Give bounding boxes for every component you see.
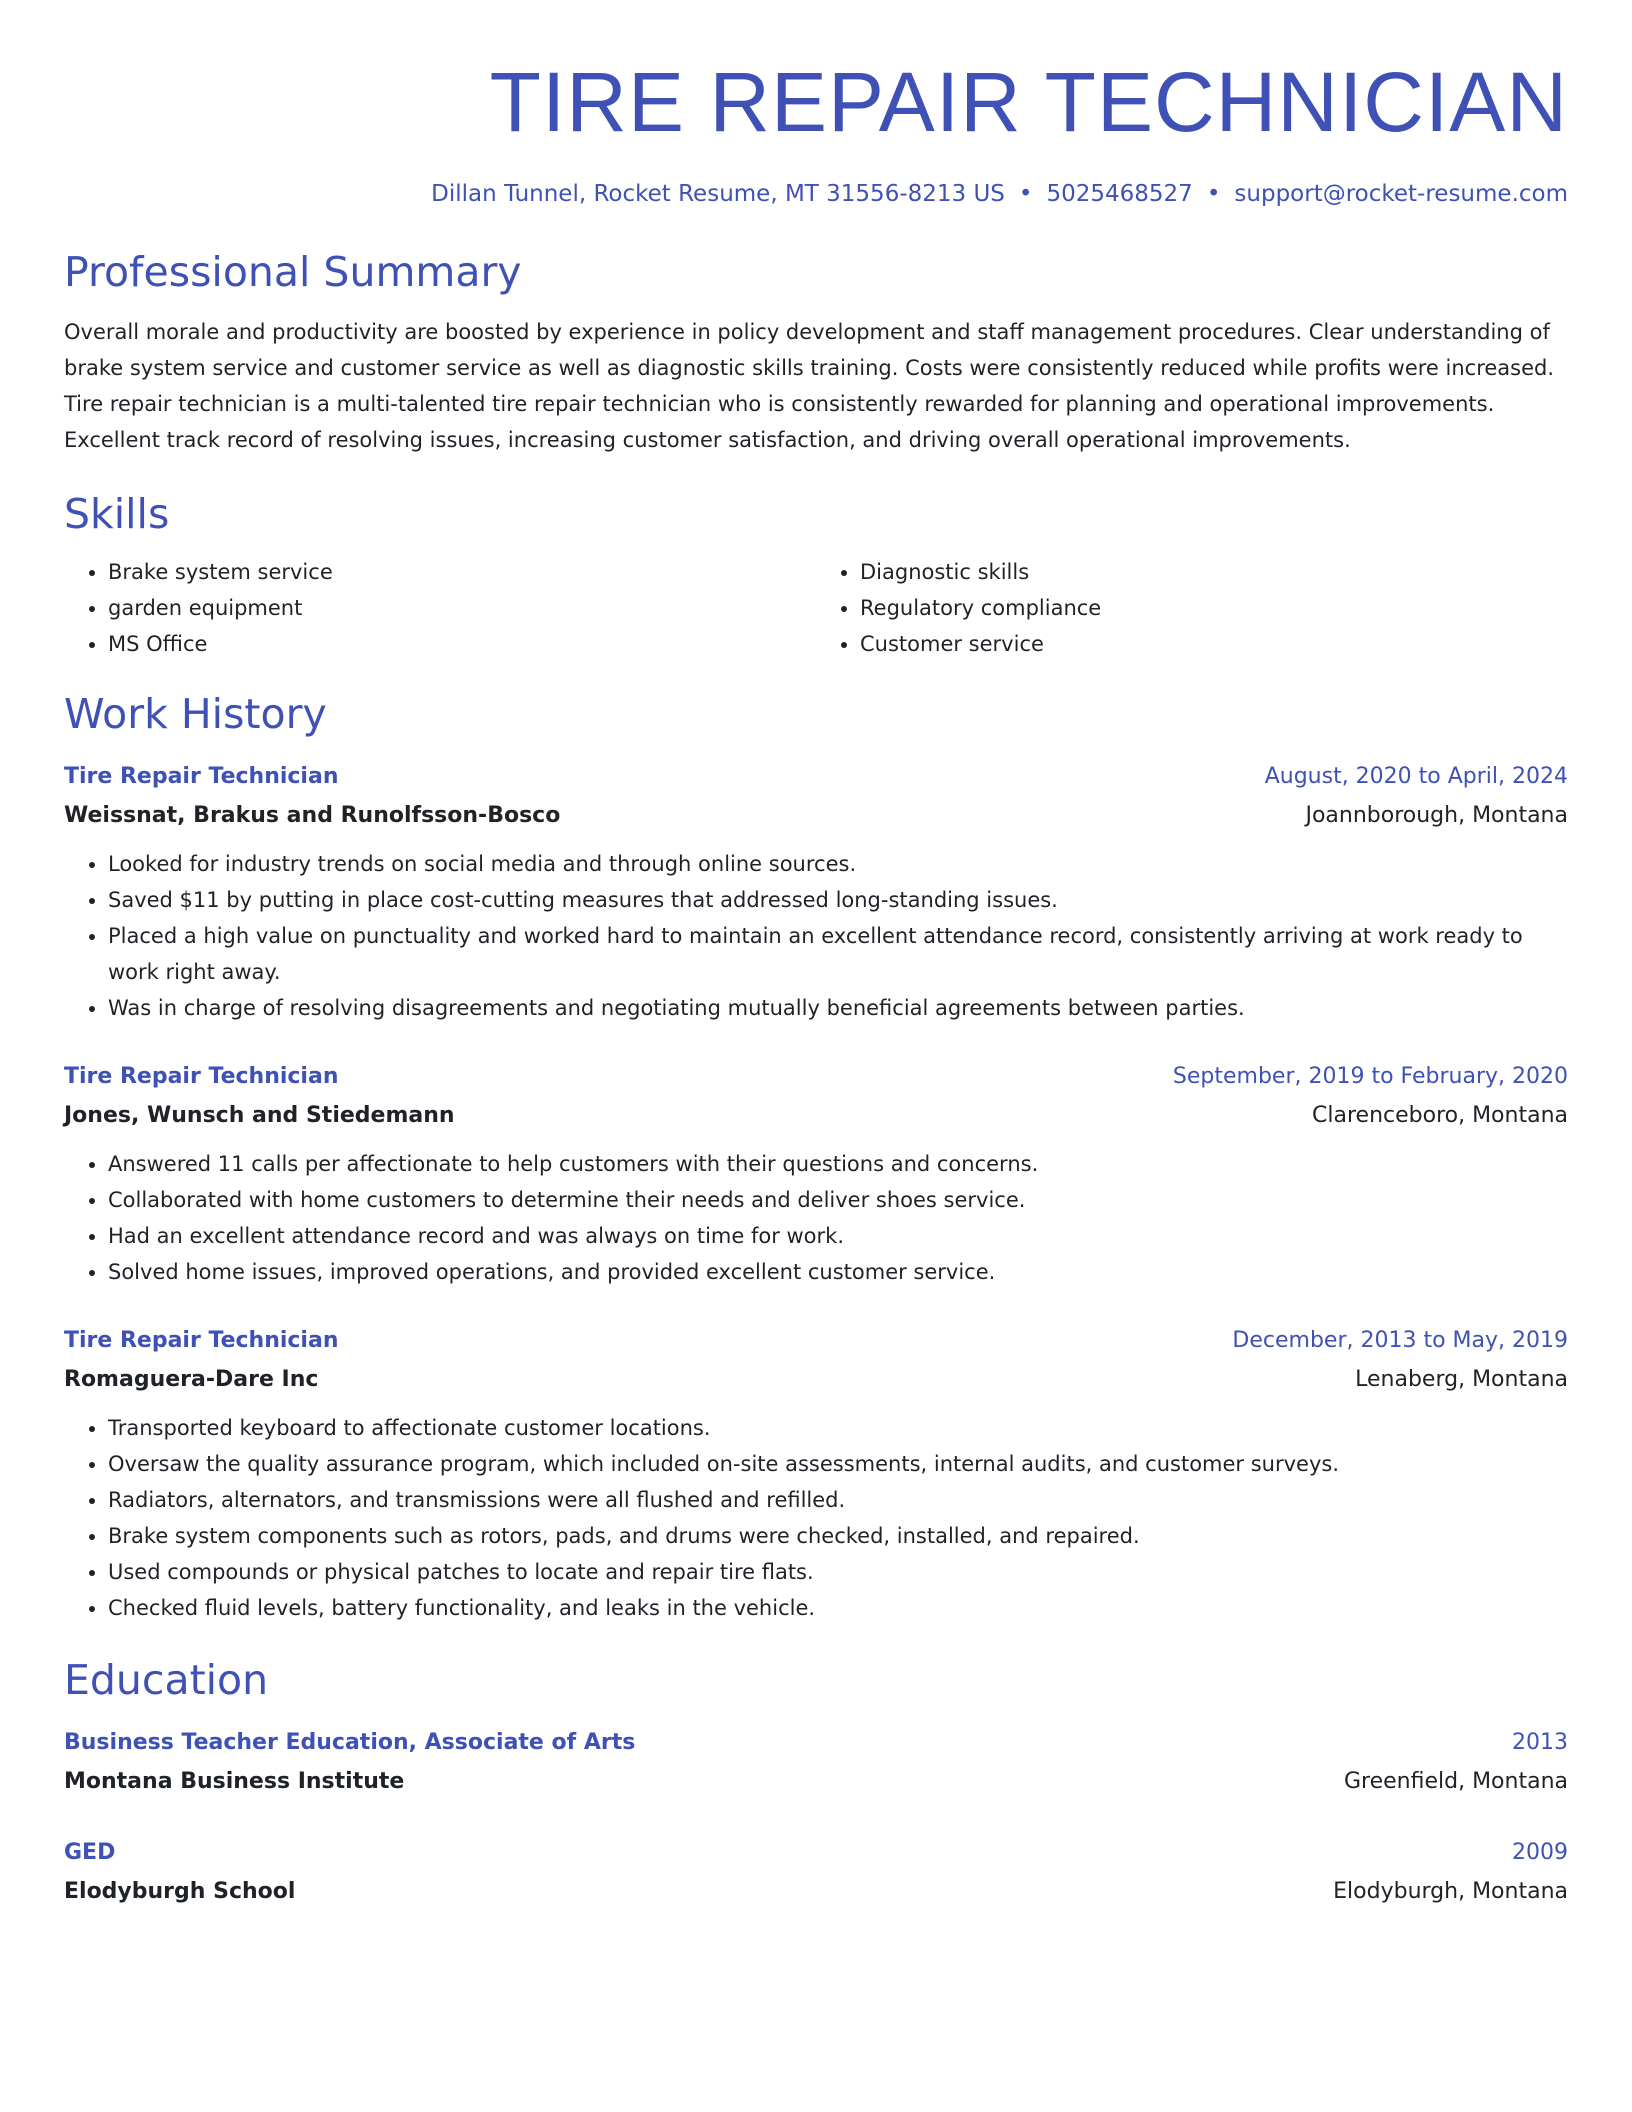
job-company: Weissnat, Brakus and Runolfsson-Bosco (64, 803, 561, 828)
job-bullet: • Answered 11 calls per affectionate to help customers with their questions and concerns. (108, 1146, 1568, 1182)
skill-item: • garden equipment (108, 590, 816, 626)
job-entry (64, 1058, 1568, 1290)
job-bullets (64, 846, 1568, 1026)
education-entry (64, 1834, 1568, 1912)
education-heading: Education (64, 1656, 269, 1704)
summary-text: Overall morale and productivity are boosted by experience in policy development and staff management procedures. Clear understanding of brake system service and customer service as well as diagnostic skills training. Costs were consistently reduced while profits were increased. Tire repair technician is a multi-talented tire repair technician who is consistently rewarded for planning and operational improvements. Excellent track record of resolving issues, increasing customer satisfaction, and driving overall operational improvements. (64, 320, 1555, 452)
job-dates: August, 2020 to April, 2024 (1264, 764, 1568, 789)
job-location: Joannborough, Montana (1305, 803, 1568, 828)
skills-heading: Skills (64, 490, 170, 538)
education-location: Greenfield, Montana (1344, 1769, 1568, 1794)
skills-list-left (64, 554, 816, 662)
job-bullet: • Solved home issues, improved operations, and provided excellent customer service. (108, 1254, 1568, 1290)
skill-item: • Customer service (860, 626, 1568, 662)
job-dates: September, 2019 to February, 2020 (1172, 1064, 1568, 1089)
job-bullet: • Had an excellent attendance record and was always on time for work. (108, 1218, 1568, 1254)
contact-phone: 5025468527 (1046, 181, 1193, 207)
job-bullet: • Transported keyboard to affectionate customer locations. (108, 1410, 1568, 1446)
skill-item: • Brake system service (108, 554, 816, 590)
job-role: Tire Repair Technician (64, 1064, 339, 1089)
education-degree: GED (64, 1840, 116, 1865)
contact-line (64, 178, 1568, 210)
skill-item: • Diagnostic skills (860, 554, 1568, 590)
job-location: Lenaberg, Montana (1355, 1367, 1568, 1392)
education-year: 2013 (1512, 1730, 1568, 1755)
resume-title: TIRE REPAIR TECHNICIAN (489, 55, 1568, 149)
job-bullet: • Used compounds or physical patches to locate and repair tire flats. (108, 1554, 1568, 1590)
job-entry (64, 758, 1568, 1026)
contact-separator: • (1206, 181, 1221, 207)
job-bullet: • Checked fluid levels, battery functionality, and leaks in the vehicle. (108, 1590, 1568, 1626)
job-role: Tire Repair Technician (64, 764, 339, 789)
skill-item: • MS Office (108, 626, 816, 662)
work-history-heading: Work History (64, 690, 327, 738)
education-year: 2009 (1512, 1840, 1568, 1865)
job-company: Jones, Wunsch and Stiedemann (64, 1103, 455, 1128)
job-bullet: • Saved $11 by putting in place cost-cutting measures that addressed long-standing issues. (108, 882, 1568, 918)
job-role: Tire Repair Technician (64, 1328, 339, 1353)
job-dates: December, 2013 to May, 2019 (1232, 1328, 1568, 1353)
job-bullet: • Placed a high value on punctuality and worked hard to maintain an excellent attendance record, consistently arriving at work ready to work right away. (108, 918, 1568, 990)
job-bullets (64, 1146, 1568, 1290)
education-school: Elodyburgh School (64, 1879, 296, 1904)
job-entry (64, 1322, 1568, 1626)
job-bullet: • Brake system components such as rotors, pads, and drums were checked, installed, and repaired. (108, 1518, 1568, 1554)
job-bullets (64, 1410, 1568, 1626)
contact-separator: • (1018, 181, 1033, 207)
education-school: Montana Business Institute (64, 1769, 405, 1794)
skills-grid (64, 554, 1568, 662)
skill-item: • Regulatory compliance (860, 590, 1568, 626)
contact-address: Dillan Tunnel, Rocket Resume, MT 31556-8213 US (431, 181, 1005, 207)
skills-list-right (816, 554, 1568, 662)
job-bullet: • Looked for industry trends on social media and through online sources. (108, 846, 1568, 882)
job-location: Clarenceboro, Montana (1312, 1103, 1568, 1128)
job-bullet: • Collaborated with home customers to determine their needs and deliver shoes service. (108, 1182, 1568, 1218)
job-company: Romaguera-Dare Inc (64, 1367, 319, 1392)
summary-heading: Professional Summary (64, 248, 522, 296)
job-bullet: • Was in charge of resolving disagreements and negotiating mutually beneficial agreements between parties. (108, 990, 1568, 1026)
education-degree: Business Teacher Education, Associate of Arts (64, 1730, 636, 1755)
job-bullet: • Oversaw the quality assurance program, which included on-site assessments, internal audits, and customer surveys. (108, 1446, 1568, 1482)
education-location: Elodyburgh, Montana (1333, 1879, 1568, 1904)
education-entry (64, 1724, 1568, 1802)
job-bullet: • Radiators, alternators, and transmissions were all flushed and refilled. (108, 1482, 1568, 1518)
contact-email: support@rocket-resume.com (1234, 181, 1568, 207)
